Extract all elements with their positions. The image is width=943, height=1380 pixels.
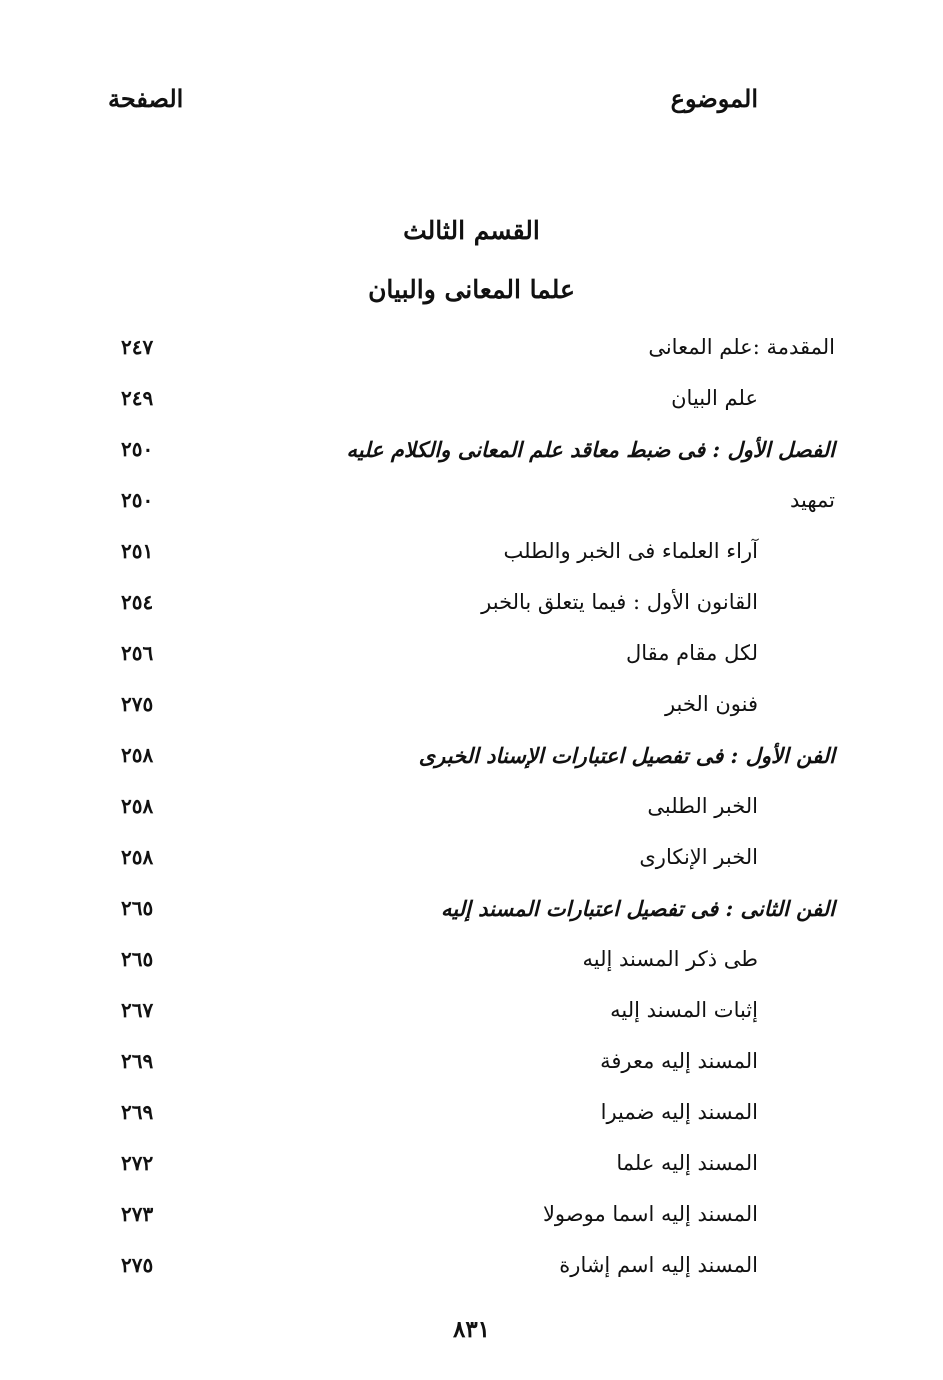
toc-chapter-title: الفصل الأول : فى ضبط معاقد علم المعانى والكلام عليه	[346, 437, 835, 462]
toc-entry-title: المسند إليه علما	[616, 1151, 758, 1175]
toc-row	[0, 424, 943, 475]
toc-row	[0, 934, 943, 985]
toc-row	[0, 1087, 943, 1138]
toc-entry-title: لكل مقام مقال	[625, 641, 758, 665]
toc-chapter-title: الفن الأول : فى تفصيل اعتبارات الإسناد الخبرى	[418, 743, 835, 768]
toc-row	[0, 628, 943, 679]
toc-entry-page: ٢٥٦	[121, 641, 154, 665]
toc-row	[0, 883, 943, 934]
toc-entry-title: المقدمة :علم المعانى	[648, 335, 835, 359]
toc-row	[0, 322, 943, 373]
toc-entry-title: القانون الأول : فيما يتعلق بالخبر	[481, 590, 758, 614]
toc-entry-page: ٢٥٠	[121, 488, 154, 512]
toc-row	[0, 373, 943, 424]
part-title: القسم الثالث	[403, 216, 540, 245]
toc-entry-title: فنون الخبر	[664, 692, 758, 716]
topic-column-header: الموضوع	[670, 84, 758, 113]
toc-entry-page: ٢٥١	[121, 539, 154, 563]
toc-entry-page: ٢٧٢	[121, 1151, 154, 1175]
toc-row	[0, 985, 943, 1036]
toc-entry-page: ٢٥٨	[121, 845, 154, 869]
page-column-header: الصفحة	[108, 84, 184, 113]
toc-entry-page: ٢٦٧	[121, 998, 154, 1022]
toc-entry-page: ٢٥٠	[121, 437, 154, 461]
toc-row	[0, 1138, 943, 1189]
toc-entry-title: المسند إليه اسما موصولا	[542, 1202, 758, 1226]
toc-entry-title: المسند إليه معرفة	[600, 1049, 758, 1073]
toc-row	[0, 1036, 943, 1087]
toc-entry-page: ٢٦٩	[121, 1049, 154, 1073]
toc-row	[0, 526, 943, 577]
toc-entry-title: إثبات المسند إليه	[610, 998, 758, 1022]
toc-entry-title: طى ذكر المسند إليه	[582, 947, 758, 971]
toc-entry-page: ٢٦٥	[121, 896, 154, 920]
toc-entry-page: ٢٦٩	[121, 1100, 154, 1124]
toc-entry-title: الخبر الإنكارى	[639, 845, 758, 869]
toc-entry-page: ٢٧٥	[121, 1253, 154, 1277]
toc-entry-title: الخبر الطلبى	[647, 794, 758, 818]
toc-entry-page: ٢٧٥	[121, 692, 154, 716]
toc-row	[0, 475, 943, 526]
table-of-contents	[0, 322, 943, 1291]
page-number: ٨٣١	[452, 1316, 491, 1343]
toc-entry-page: ٢٦٥	[121, 947, 154, 971]
toc-entry-page: ٢٧٣	[121, 1202, 154, 1226]
toc-row	[0, 577, 943, 628]
toc-chapter-title: الفن الثانى : فى تفصيل اعتبارات المسند إليه	[440, 896, 835, 921]
toc-row	[0, 1240, 943, 1291]
toc-entry-title: تمهيد	[789, 488, 835, 512]
toc-entry-page: ٢٤٩	[121, 386, 154, 410]
toc-row	[0, 832, 943, 883]
toc-row	[0, 781, 943, 832]
part-subtitle: علما المعانى والبيان	[368, 275, 575, 304]
toc-entry-page: ٢٥٨	[121, 794, 154, 818]
toc-entry-title: علم البيان	[671, 386, 758, 410]
toc-entry-page: ٢٥٨	[121, 743, 154, 767]
toc-row	[0, 679, 943, 730]
toc-entry-title: آراء العلماء فى الخبر والطلب	[503, 539, 758, 563]
toc-row	[0, 1189, 943, 1240]
toc-row	[0, 730, 943, 781]
toc-entry-title: المسند إليه ضميرا	[600, 1100, 758, 1124]
toc-entry-page: ٢٤٧	[121, 335, 154, 359]
toc-entry-page: ٢٥٤	[121, 590, 154, 614]
toc-entry-title: المسند إليه اسم إشارة	[559, 1253, 758, 1277]
